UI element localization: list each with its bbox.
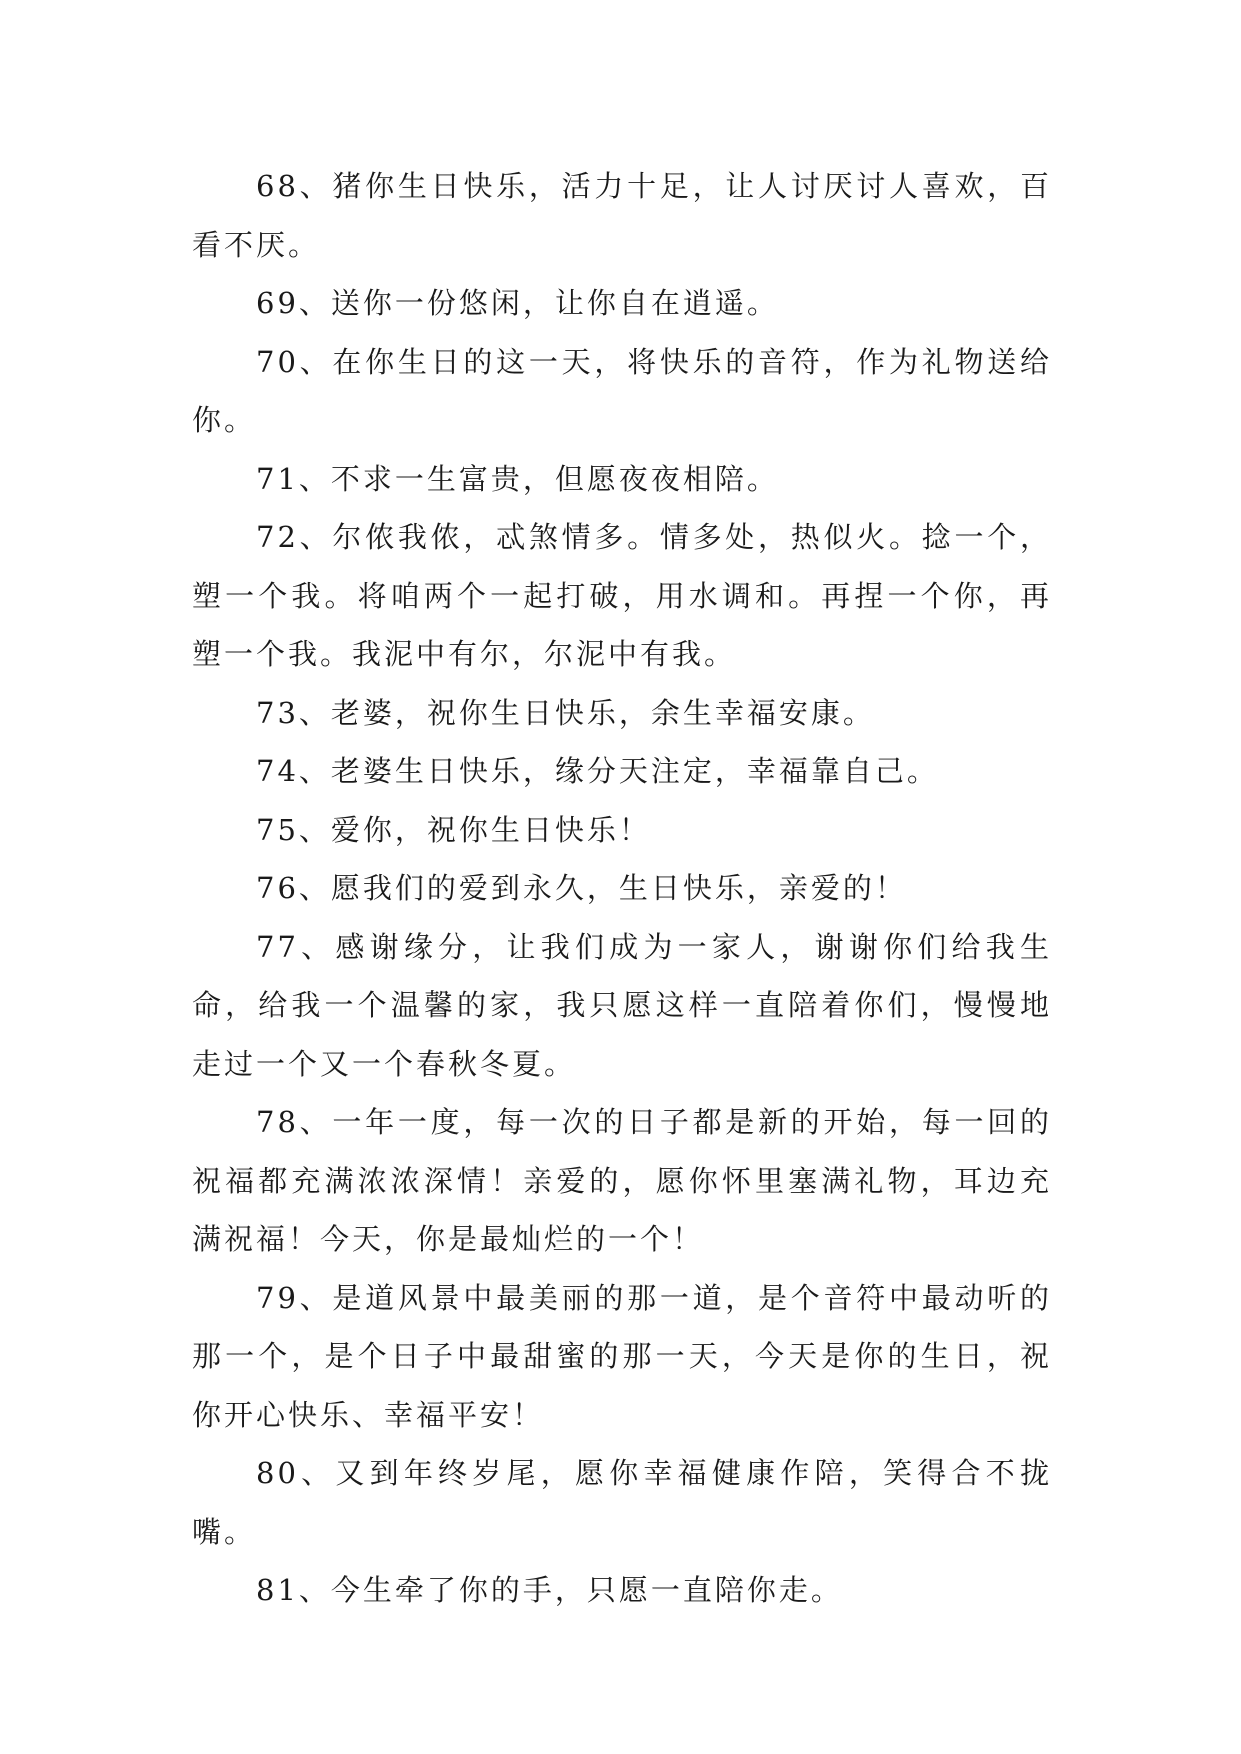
paragraph-77: 77、感谢缘分，让我们成为一家人，谢谢你们给我生命，给我一个温馨的家，我只愿这样一直陪着你们，慢慢地走过一个又一个春秋冬夏。 (192, 929, 1052, 1081)
paragraph-70: 70、在你生日的这一天，将快乐的音符，作为礼物送给你。 (192, 344, 1052, 437)
paragraph-68: 68、猪你生日快乐，活力十足，让人讨厌讨人喜欢，百看不厌。 (192, 169, 1052, 262)
paragraph-81: 81、今生牵了你的手，只愿一直陪你走。 (256, 1573, 843, 1607)
paragraph-75: 75、爱你，祝你生日快乐！ (256, 812, 651, 847)
paragraph-69: 69、送你一份悠闲，让你自在逍遥。 (256, 286, 779, 320)
document-body (192, 157, 1052, 1620)
paragraph-74: 74、老婆生日快乐，缘分天注定，幸福靠自己。 (256, 754, 939, 788)
paragraph-80: 80、又到年终岁尾，愿你幸福健康作陪，笑得合不拢嘴。 (192, 1456, 1052, 1549)
paragraph-79: 79、是道风景中最美丽的那一道，是个音符中最动听的那一个，是个日子中最甜蜜的那一天，今天是你的生日，祝你开心快乐、幸福平安！ (192, 1280, 1052, 1432)
paragraph-78: 78、一年一度，每一次的日子都是新的开始，每一回的祝福都充满浓浓深情！亲爱的，愿你怀里塞满礼物，耳边充满祝福！今天，你是最灿烂的一个！ (192, 1105, 1052, 1256)
paragraph-73: 73、老婆，祝你生日快乐，余生幸福安康。 (256, 695, 875, 730)
paragraph-76: 76、愿我们的爱到永久，生日快乐，亲爱的！ (256, 871, 907, 905)
paragraph-72: 72、尔侬我侬，忒煞情多。情多处，热似火。捻一个，塑一个我。将咱两个一起打破，用水调和。再捏一个你，再塑一个我。我泥中有尔，尔泥中有我。 (192, 520, 1052, 671)
paragraph-71: 71、不求一生富贵，但愿夜夜相陪。 (256, 461, 779, 496)
